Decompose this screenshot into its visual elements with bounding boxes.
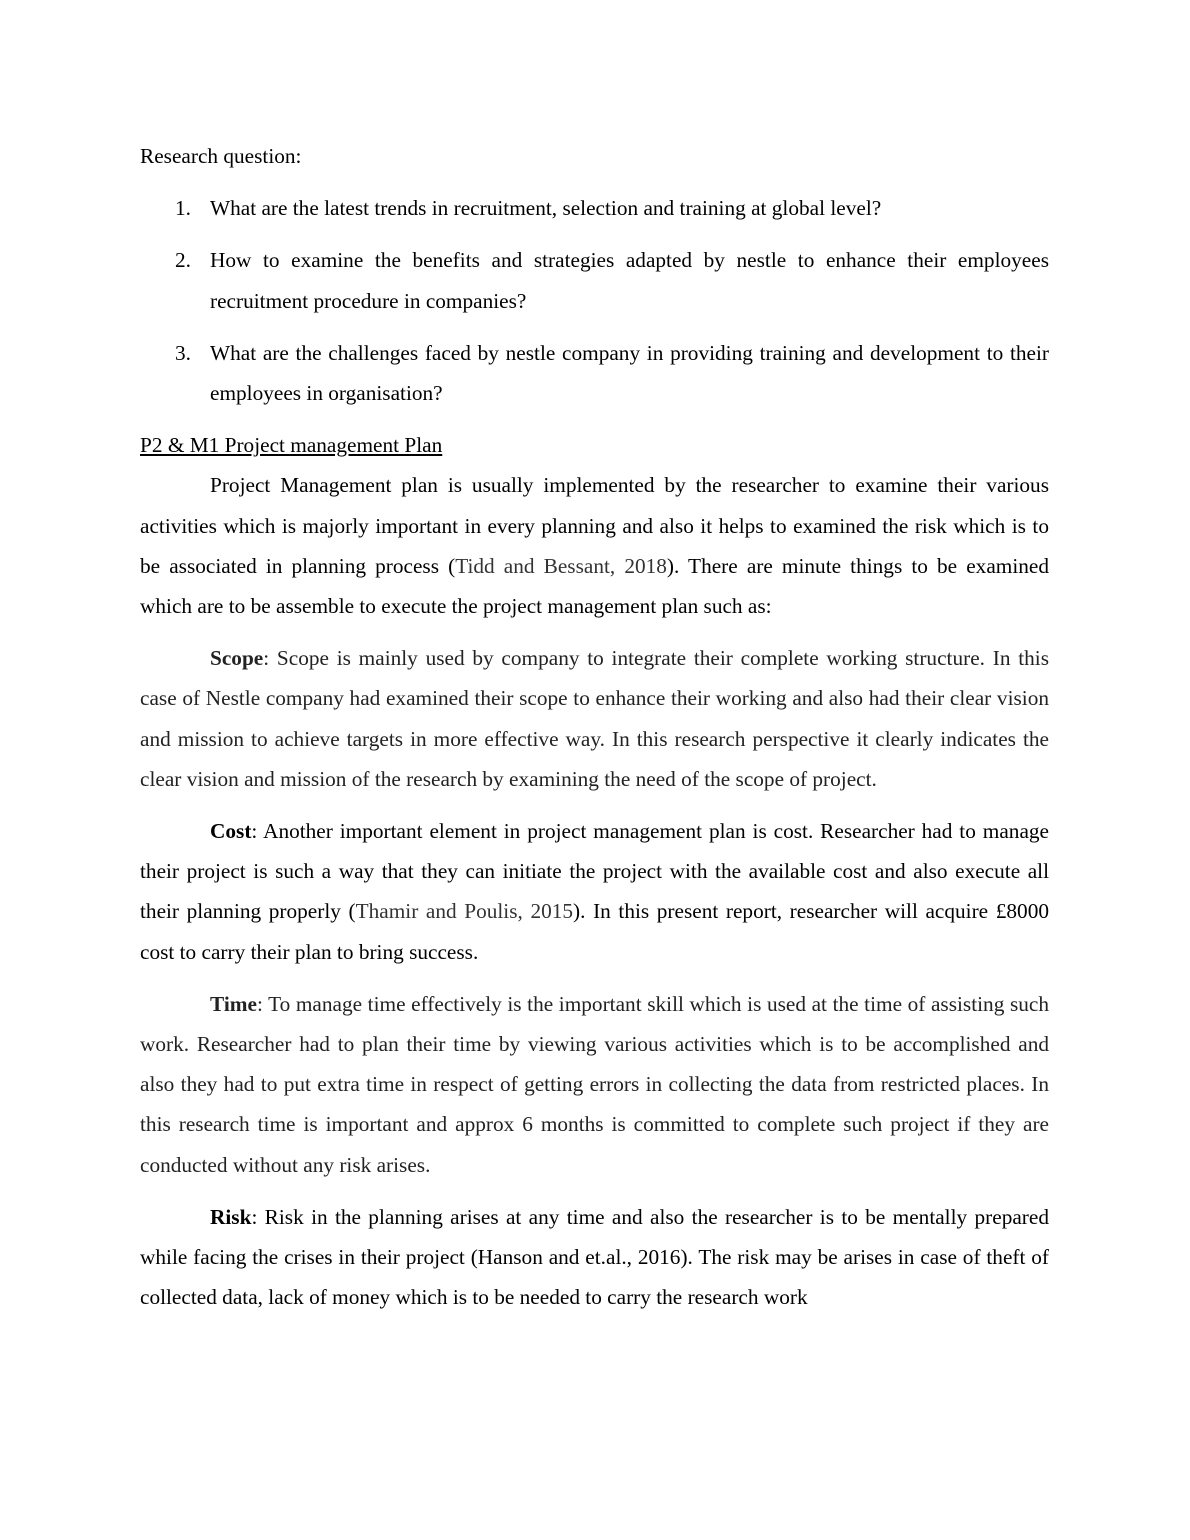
cost-term: Cost xyxy=(210,819,252,844)
section-title: P2 & M1 Project management Plan xyxy=(140,433,443,458)
time-term: Time xyxy=(210,991,257,1016)
cost-text-end: ). In this present report, researcher will acquire £8000 cost to carry their plan to bring success. xyxy=(140,899,1049,964)
list-number: 1. xyxy=(175,196,191,221)
cost-text: : Another important element in project management plan is cost. Researcher had to manage their project is such a way that they can initiate the project with the available cost and also execute all their planning properly ( xyxy=(140,819,1049,924)
question-text: What are the latest trends in recruitment, selection and training at global level? xyxy=(210,196,882,221)
intro-text: Project Management plan is usually implemented by the researcher to examine their various activities which is majorly important in every planning and also it helps to examined the risk which is to be associated in planning process ( xyxy=(140,473,1049,578)
question-text: What are the challenges faced by nestle company in providing training and development to their employees in organisation? xyxy=(210,340,1049,406)
citation: Thamir and Poulis, 2015 xyxy=(355,899,574,924)
intro-paragraph xyxy=(140,465,1049,626)
document-page xyxy=(140,136,1049,1329)
question-text: How to examine the benefits and strategies adapted by nestle to enhance their employees recruitment procedure in companies? xyxy=(210,248,1049,313)
list-item xyxy=(140,333,1049,413)
cost-paragraph xyxy=(140,811,1049,972)
scope-paragraph xyxy=(140,638,1049,799)
citation: Tidd and Bessant, 2018 xyxy=(455,553,667,578)
scope-term: Scope xyxy=(210,646,264,671)
time-text: : To manage time effectively is the important skill which is used at the time of assisting such work. Researcher had to plan their time by viewing various activities which is to be accomplished and also they had to put extra time in respect of getting errors in collecting the data from restricted places. In this research time is important and approx 6 months is committed to complete such project if they are conducted without any risk arises. xyxy=(140,991,1049,1177)
list-number: 3. xyxy=(175,340,191,365)
risk-text: : Risk in the planning arises at any time and also the researcher is to be mentally prepared while facing the crises in their project (Hanson and et.al., 2016). The risk may be arises in case of theft of collected data, lack of money which is to be needed to carry the research work xyxy=(140,1204,1049,1310)
list-number: 2. xyxy=(175,248,191,273)
risk-paragraph xyxy=(140,1197,1049,1318)
research-question-heading: Research question: xyxy=(140,144,302,168)
list-item xyxy=(140,188,1049,228)
risk-term: Risk xyxy=(210,1204,252,1229)
intro-text-end: ). There are minute things to be examined which are to be assemble to execute the project management plan such as: xyxy=(140,553,1050,619)
time-paragraph xyxy=(140,984,1049,1185)
scope-text: : Scope is mainly used by company to integrate their complete working structure. In this case of Nestle company had examined their scope to enhance their working and also had their clear vision and mission to achieve targets in more effective way. In this research perspective it clearly indicates the clear vision and mission of the research by examining the need of the scope of project. xyxy=(140,646,1049,791)
list-item xyxy=(140,240,1049,320)
research-questions-list xyxy=(140,188,1049,413)
